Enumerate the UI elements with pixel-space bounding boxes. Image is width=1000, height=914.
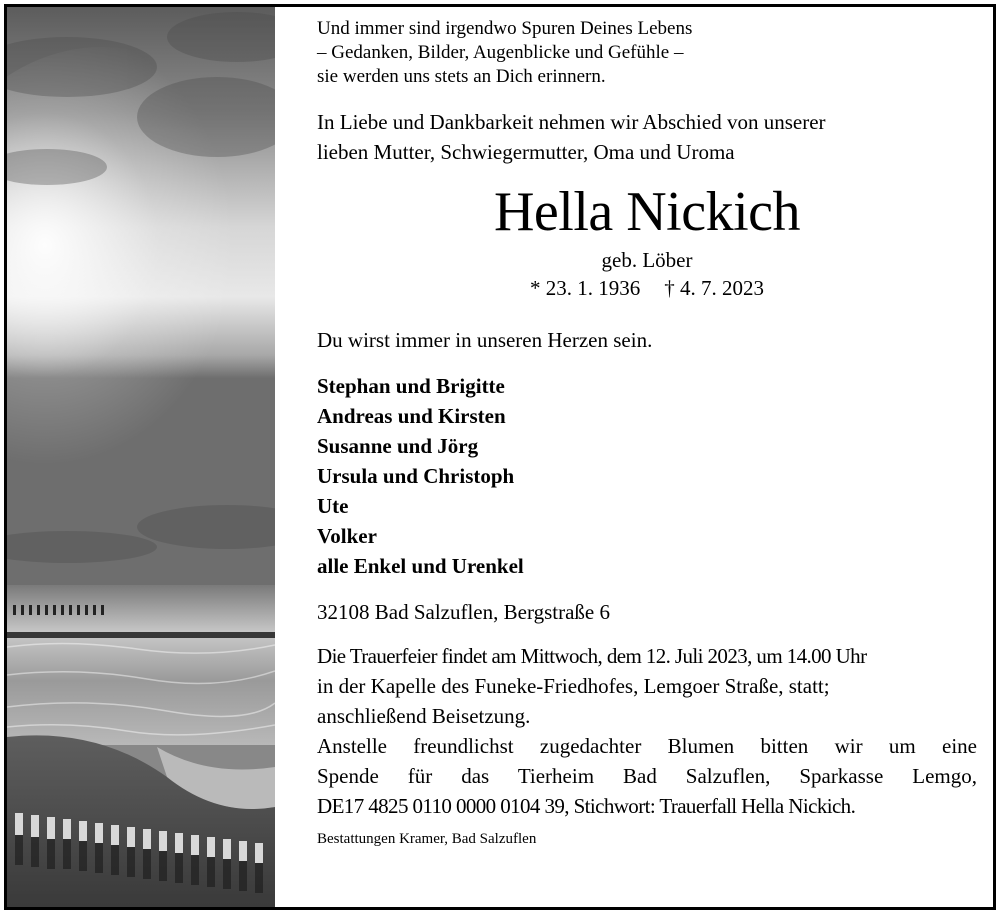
mourners-list — [317, 371, 977, 581]
donation-line: Spende für das Tierheim Bad Salzuflen, Sparkasse Lemgo, — [317, 764, 977, 788]
donation-line: DE17 4825 0110 0000 0104 39, Stichwort: Trauerfall Hella Nickich. — [317, 794, 856, 818]
quote-line: – Gedanken, Bilder, Augenblicke und Gefühle – — [317, 42, 684, 63]
death-date: † 4. 7. 2023 — [664, 276, 764, 300]
donation-line: Anstelle freundlichst zugedachter Blumen bitten wir um eine — [317, 734, 977, 758]
mourner-name: Susanne und Jörg — [317, 434, 479, 458]
birth-date: * 23. 1. 1936 — [530, 276, 641, 300]
ceremony-line: in der Kapelle des Funeke-Friedhofes, Lemgoer Straße, statt; — [317, 674, 830, 698]
quote-line: Und immer sind irgendwo Spuren Deines Lebens — [317, 18, 693, 39]
life-dates — [317, 273, 977, 303]
farewell-line: Du wirst immer in unseren Herzen sein. — [317, 328, 653, 352]
ceremony-line: Die Trauerfeier findet am Mittwoch, dem 12. Juli 2023, um 14.00 Uhr — [317, 644, 867, 668]
donation-info — [317, 731, 977, 821]
mourner-name: Andreas und Kirsten — [317, 404, 506, 428]
obituary-notice — [4, 4, 996, 910]
family-address: 32108 Bad Salzuflen, Bergstraße 6 — [317, 600, 610, 624]
deceased-name: Hella Nickich — [493, 181, 801, 243]
intro-line: lieben Mutter, Schwiegermutter, Oma und Uroma — [317, 140, 735, 164]
intro-text — [317, 107, 977, 167]
memorial-quote — [317, 17, 977, 89]
ceremony-info — [317, 641, 977, 731]
sea-beach-groynes-image — [7, 7, 275, 907]
deceased-block — [317, 177, 977, 303]
mourner-name: alle Enkel und Urenkel — [317, 554, 524, 578]
ceremony-line: anschließend Beisetzung. — [317, 704, 531, 728]
intro-line: In Liebe und Dankbarkeit nehmen wir Abschied von unserer — [317, 110, 826, 134]
mourner-name: Volker — [317, 524, 377, 548]
quote-line: sie werden uns stets an Dich erinnern. — [317, 66, 606, 87]
undertaker: Bestattungen Kramer, Bad Salzuflen — [317, 831, 537, 847]
mourner-name: Ute — [317, 494, 349, 518]
notice-text — [317, 17, 977, 849]
birth-name: geb. Löber — [601, 248, 693, 272]
mourner-name: Stephan und Brigitte — [317, 374, 505, 398]
mourner-name: Ursula und Christoph — [317, 464, 515, 488]
